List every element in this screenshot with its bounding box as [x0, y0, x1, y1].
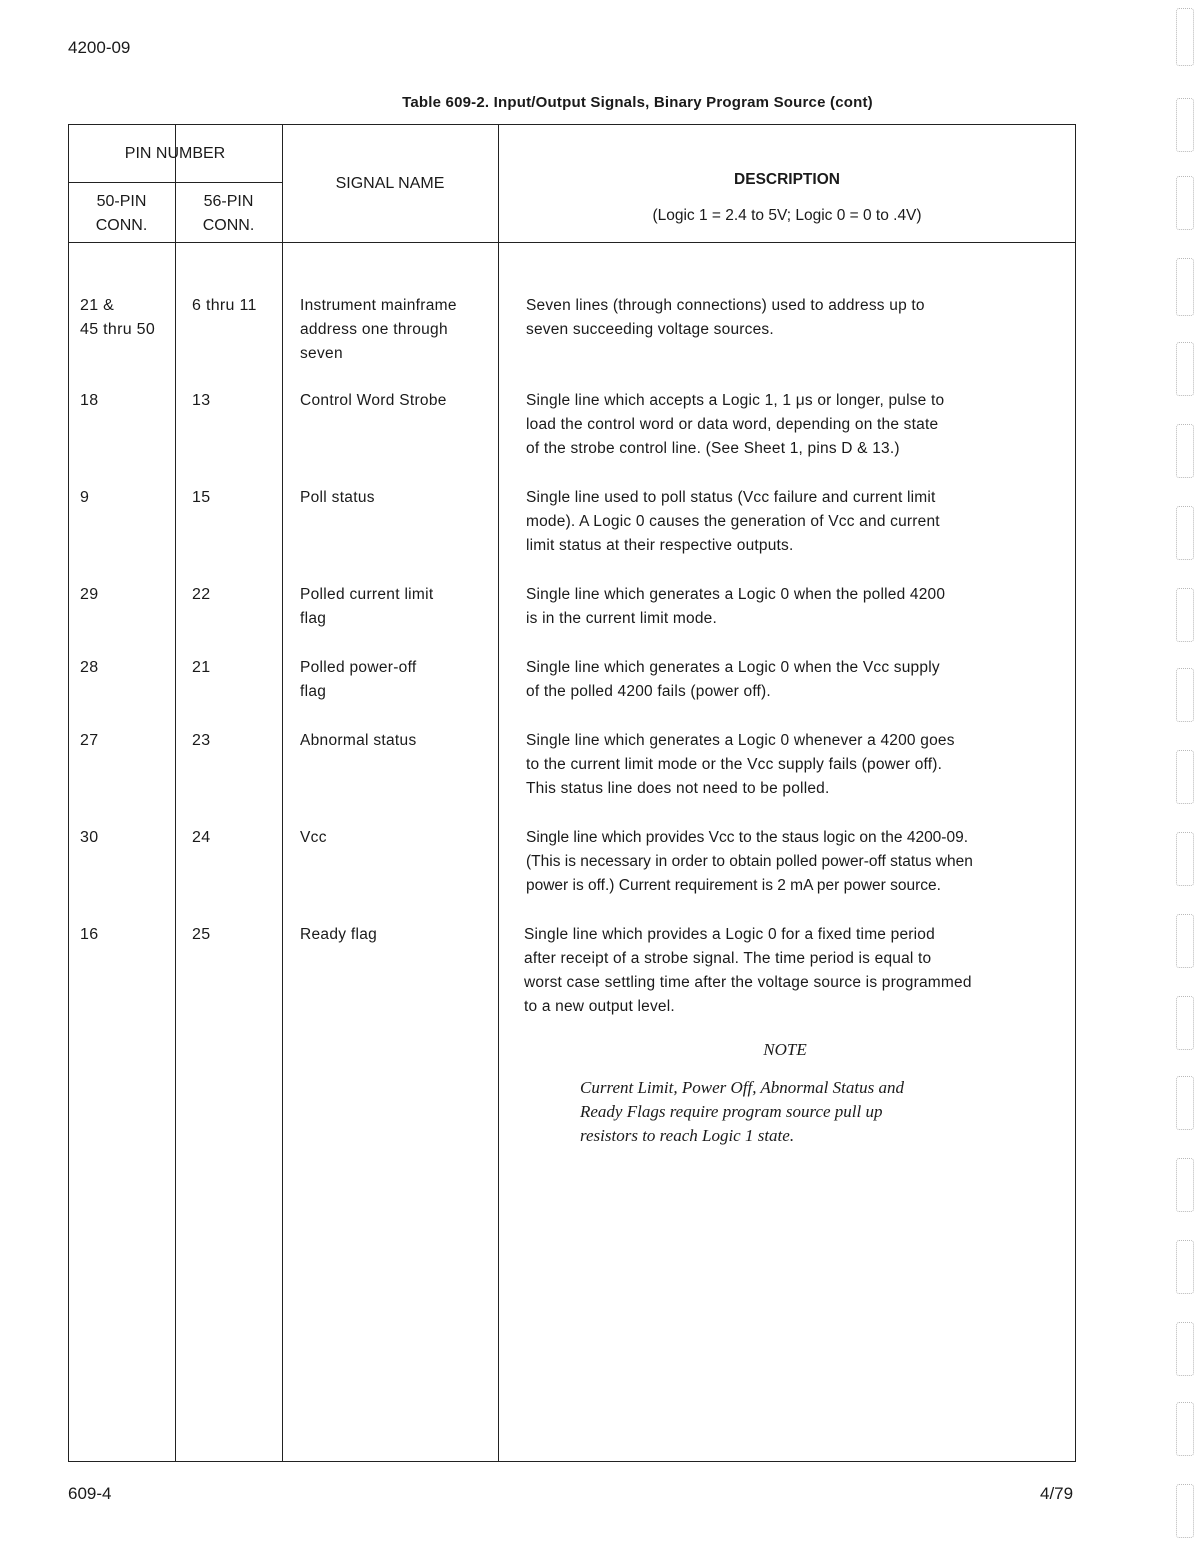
binder-tab-mark — [1176, 506, 1194, 560]
row-3-signal: Poll status — [300, 489, 375, 506]
row-2-description: Single line which accepts a Logic 1, 1 μs or longer, pulse to load the control word or data word, depending on the state of the strobe control line. (See Sheet 1, pins D & 13.) — [526, 392, 945, 457]
binder-tab-mark — [1176, 1484, 1194, 1538]
binder-tab-mark — [1176, 1402, 1194, 1456]
row-2-pin56: 13 — [192, 392, 211, 409]
binder-tab-mark — [1176, 996, 1194, 1050]
binder-tab-mark — [1176, 1240, 1194, 1294]
table-title: Table 609-2. Input/Output Signals, Binary Program Source (cont) — [402, 94, 873, 111]
row-4-pin56: 22 — [192, 586, 211, 603]
binder-tab-mark — [1176, 1322, 1194, 1376]
note-heading: NOTE — [763, 1040, 807, 1059]
row-8-pin56: 25 — [192, 926, 211, 943]
row-5-pin50: 28 — [80, 659, 99, 676]
row-8-pin50: 16 — [80, 926, 99, 943]
row-4-pin50: 29 — [80, 586, 99, 603]
binder-tab-mark — [1176, 1158, 1194, 1212]
binder-tab-mark — [1176, 258, 1194, 316]
row-4-description: Single line which generates a Logic 0 when the polled 4200 is in the current limit mode. — [526, 586, 946, 627]
row-7-description: Single line which provides Vcc to the staus logic on the 4200-09. (This is necessary in order to obtain polled power-off status when power is off.) Current requirement is 2 mA per power source. — [526, 829, 973, 894]
row-6-pin56: 23 — [192, 732, 211, 749]
header-50-pin: 50-PIN CONN. — [95, 193, 148, 234]
page-number: 609-4 — [68, 1484, 112, 1503]
binder-tab-mark — [1176, 914, 1194, 968]
row-2-pin50: 18 — [80, 392, 99, 409]
header-56-pin: 56-PIN CONN. — [202, 193, 255, 234]
row-3-pin56: 15 — [192, 489, 211, 506]
binder-tab-mark — [1176, 176, 1194, 230]
header-signal-name: SIGNAL NAME — [335, 175, 445, 192]
row-7-signal: Vcc — [300, 829, 327, 846]
row-6-signal: Abnormal status — [300, 732, 417, 749]
row-7-pin56: 24 — [192, 829, 211, 846]
binder-tab-mark — [1176, 342, 1194, 396]
row-1-signal: Instrument mainframe address one through seven — [300, 297, 457, 362]
binder-tab-mark — [1176, 424, 1194, 478]
row-4-signal: Polled current limit flag — [300, 586, 434, 627]
header-description-logic-levels: (Logic 1 = 2.4 to 5V; Logic 0 = 0 to .4V) — [652, 207, 922, 224]
binder-tab-mark — [1176, 668, 1194, 722]
page-date: 4/79 — [1040, 1484, 1074, 1503]
row-5-signal: Polled power-off flag — [300, 659, 417, 700]
row-1-pin50: 21 & 45 thru 50 — [80, 297, 156, 338]
note-text: Current Limit, Power Off, Abnormal Status and Ready Flags require program source pull up resistors to reach Logic 1 state. — [580, 1078, 904, 1145]
document-id: 4200-09 — [68, 38, 131, 57]
column-divider — [175, 124, 176, 1462]
header-pin-number: PIN NUMBER — [124, 145, 226, 162]
row-6-pin50: 27 — [80, 732, 99, 749]
row-8-description: Single line which provides a Logic 0 for a fixed time period after receipt of a strobe signal. The time period is equal to worst case settling time after the voltage source is programmed to a new output level. — [524, 926, 972, 1015]
row-3-pin50: 9 — [80, 489, 90, 506]
binder-tab-mark — [1176, 750, 1194, 804]
header-subdivider — [68, 182, 282, 183]
binder-tab-mark — [1176, 98, 1194, 152]
row-1-pin56: 6 thru 11 — [192, 297, 257, 314]
column-divider — [498, 124, 499, 1462]
column-divider — [282, 124, 283, 1462]
header-divider — [68, 242, 1076, 243]
row-7-pin50: 30 — [80, 829, 99, 846]
binder-tab-mark — [1176, 8, 1194, 66]
row-6-description: Single line which generates a Logic 0 whenever a 4200 goes to the current limit mode or the Vcc supply fails (power off). This status line does not need to be polled. — [526, 732, 955, 797]
header-description: DESCRIPTION — [734, 171, 840, 188]
row-3-description: Single line used to poll status (Vcc failure and current limit mode). A Logic 0 causes the generation of Vcc and current limit status at their respective outputs. — [526, 489, 940, 554]
row-8-signal: Ready flag — [300, 926, 378, 943]
binder-tab-mark — [1176, 588, 1194, 642]
row-2-signal: Control Word Strobe — [300, 392, 447, 409]
row-5-pin56: 21 — [192, 659, 211, 676]
binder-tab-mark — [1176, 832, 1194, 886]
binder-tab-mark — [1176, 1076, 1194, 1130]
row-1-description: Seven lines (through connections) used to address up to seven succeeding voltage sources. — [526, 297, 925, 338]
row-5-description: Single line which generates a Logic 0 when the Vcc supply of the polled 4200 fails (power off). — [526, 659, 940, 700]
